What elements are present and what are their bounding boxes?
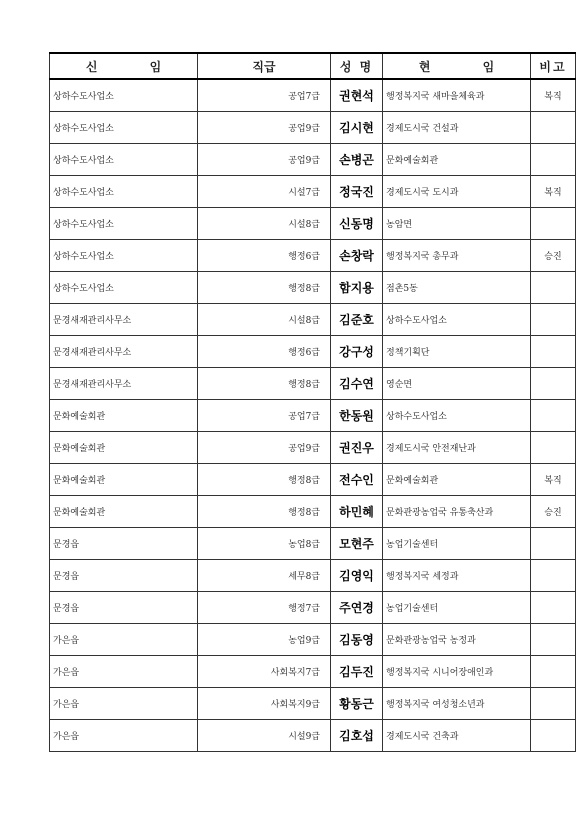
table-row <box>50 720 576 752</box>
personnel-document <box>49 52 567 752</box>
cell-grade: 행정8급 <box>198 496 331 528</box>
table-row <box>50 336 576 368</box>
cell-name: 황동근 <box>331 688 383 720</box>
cell-note <box>531 560 576 592</box>
cell-current-post: 영순면 <box>383 368 531 400</box>
cell-current-post: 농업기술센터 <box>383 592 531 624</box>
table-row <box>50 400 576 432</box>
cell-note <box>531 304 576 336</box>
cell-grade: 사회복지7급 <box>198 656 331 688</box>
cell-grade: 행정8급 <box>198 464 331 496</box>
cell-note <box>531 368 576 400</box>
cell-grade: 행정7급 <box>198 592 331 624</box>
cell-grade: 공업9급 <box>198 112 331 144</box>
cell-note <box>531 624 576 656</box>
cell-new-post: 문경읍 <box>50 560 198 592</box>
cell-new-post: 상하수도사업소 <box>50 112 198 144</box>
cell-name: 김수연 <box>331 368 383 400</box>
table-row <box>50 656 576 688</box>
header-grade: 직급 <box>198 53 331 79</box>
cell-current-post: 경제도시국 건설과 <box>383 112 531 144</box>
cell-grade: 시설9급 <box>198 720 331 752</box>
cell-current-post: 문화예술회관 <box>383 144 531 176</box>
cell-current-post: 상하수도사업소 <box>383 400 531 432</box>
table-row <box>50 688 576 720</box>
cell-current-post: 정책기획단 <box>383 336 531 368</box>
cell-name: 김두진 <box>331 656 383 688</box>
cell-name: 권현석 <box>331 79 383 112</box>
cell-current-post: 농업기술센터 <box>383 528 531 560</box>
cell-current-post: 경제도시국 건축과 <box>383 720 531 752</box>
cell-grade: 행정8급 <box>198 272 331 304</box>
cell-new-post: 상하수도사업소 <box>50 208 198 240</box>
cell-grade: 농업8급 <box>198 528 331 560</box>
cell-new-post: 문화예술회관 <box>50 496 198 528</box>
cell-note: 복직 <box>531 176 576 208</box>
cell-grade: 공업9급 <box>198 144 331 176</box>
table-body <box>50 79 576 752</box>
cell-name: 강구성 <box>331 336 383 368</box>
table-row <box>50 592 576 624</box>
cell-grade: 시설8급 <box>198 208 331 240</box>
cell-grade: 농업9급 <box>198 624 331 656</box>
cell-new-post: 문화예술회관 <box>50 432 198 464</box>
cell-current-post: 문화예술회관 <box>383 464 531 496</box>
table-row <box>50 272 576 304</box>
cell-name: 김영익 <box>331 560 383 592</box>
cell-new-post: 가은읍 <box>50 624 198 656</box>
table-row <box>50 79 576 112</box>
table-row <box>50 432 576 464</box>
table-row <box>50 144 576 176</box>
cell-name: 김준호 <box>331 304 383 336</box>
header-note: 비고 <box>531 53 576 79</box>
table-row <box>50 464 576 496</box>
cell-note: 복직 <box>531 79 576 112</box>
cell-new-post: 문경새재관리사무소 <box>50 304 198 336</box>
cell-new-post: 문화예술회관 <box>50 400 198 432</box>
cell-name: 권진우 <box>331 432 383 464</box>
cell-new-post: 문경새재관리사무소 <box>50 368 198 400</box>
cell-note <box>531 528 576 560</box>
cell-current-post: 문화관광농업국 농정과 <box>383 624 531 656</box>
cell-grade: 공업7급 <box>198 79 331 112</box>
cell-name: 주연경 <box>331 592 383 624</box>
cell-grade: 세무8급 <box>198 560 331 592</box>
personnel-transfer-table <box>49 52 576 752</box>
cell-grade: 공업7급 <box>198 400 331 432</box>
table-row <box>50 208 576 240</box>
cell-new-post: 문경새재관리사무소 <box>50 336 198 368</box>
cell-current-post: 문화관광농업국 유통축산과 <box>383 496 531 528</box>
cell-current-post: 행정복지국 시니어장애인과 <box>383 656 531 688</box>
table-header-row <box>50 53 576 79</box>
cell-new-post: 문경읍 <box>50 528 198 560</box>
cell-grade: 사회복지9급 <box>198 688 331 720</box>
table-row <box>50 240 576 272</box>
cell-current-post: 상하수도사업소 <box>383 304 531 336</box>
cell-note <box>531 720 576 752</box>
cell-grade: 공업9급 <box>198 432 331 464</box>
cell-note: 승진 <box>531 240 576 272</box>
cell-grade: 행정6급 <box>198 336 331 368</box>
cell-grade: 시설7급 <box>198 176 331 208</box>
cell-note: 복직 <box>531 464 576 496</box>
cell-grade: 행정6급 <box>198 240 331 272</box>
cell-current-post: 행정복지국 총무과 <box>383 240 531 272</box>
cell-new-post: 상하수도사업소 <box>50 79 198 112</box>
header-name: 성 명 <box>331 53 383 79</box>
cell-note <box>531 272 576 304</box>
cell-note <box>531 336 576 368</box>
cell-name: 정국진 <box>331 176 383 208</box>
cell-name: 손병곤 <box>331 144 383 176</box>
table-row <box>50 560 576 592</box>
cell-name: 김동영 <box>331 624 383 656</box>
table-row <box>50 496 576 528</box>
cell-new-post: 가은읍 <box>50 688 198 720</box>
cell-current-post: 경제도시국 안전재난과 <box>383 432 531 464</box>
cell-name: 김시현 <box>331 112 383 144</box>
cell-name: 김호섭 <box>331 720 383 752</box>
cell-note <box>531 144 576 176</box>
cell-new-post: 상하수도사업소 <box>50 272 198 304</box>
cell-new-post: 가은읍 <box>50 720 198 752</box>
table-row <box>50 176 576 208</box>
table-row <box>50 528 576 560</box>
cell-new-post: 가은읍 <box>50 656 198 688</box>
cell-note <box>531 208 576 240</box>
table-row <box>50 368 576 400</box>
cell-grade: 행정8급 <box>198 368 331 400</box>
header-current-post: 현 임 <box>383 53 531 79</box>
cell-name: 손창락 <box>331 240 383 272</box>
cell-note <box>531 688 576 720</box>
cell-grade: 시설8급 <box>198 304 331 336</box>
cell-note: 승진 <box>531 496 576 528</box>
cell-current-post: 행정복지국 세정과 <box>383 560 531 592</box>
cell-current-post: 농암면 <box>383 208 531 240</box>
table-row <box>50 304 576 336</box>
cell-note <box>531 592 576 624</box>
cell-current-post: 경제도시국 도시과 <box>383 176 531 208</box>
header-new-post: 신 임 <box>50 53 198 79</box>
cell-new-post: 문경읍 <box>50 592 198 624</box>
cell-note <box>531 432 576 464</box>
cell-new-post: 상하수도사업소 <box>50 144 198 176</box>
cell-name: 한동원 <box>331 400 383 432</box>
cell-current-post: 행정복지국 새마을체육과 <box>383 79 531 112</box>
cell-name: 모현주 <box>331 528 383 560</box>
cell-current-post: 점촌5동 <box>383 272 531 304</box>
cell-name: 하민혜 <box>331 496 383 528</box>
cell-new-post: 문화예술회관 <box>50 464 198 496</box>
cell-new-post: 상하수도사업소 <box>50 176 198 208</box>
cell-name: 전수인 <box>331 464 383 496</box>
table-row <box>50 624 576 656</box>
cell-note <box>531 112 576 144</box>
cell-name: 함지용 <box>331 272 383 304</box>
cell-current-post: 행정복지국 여성청소년과 <box>383 688 531 720</box>
table-row <box>50 112 576 144</box>
cell-note <box>531 400 576 432</box>
cell-note <box>531 656 576 688</box>
cell-new-post: 상하수도사업소 <box>50 240 198 272</box>
cell-name: 신동명 <box>331 208 383 240</box>
